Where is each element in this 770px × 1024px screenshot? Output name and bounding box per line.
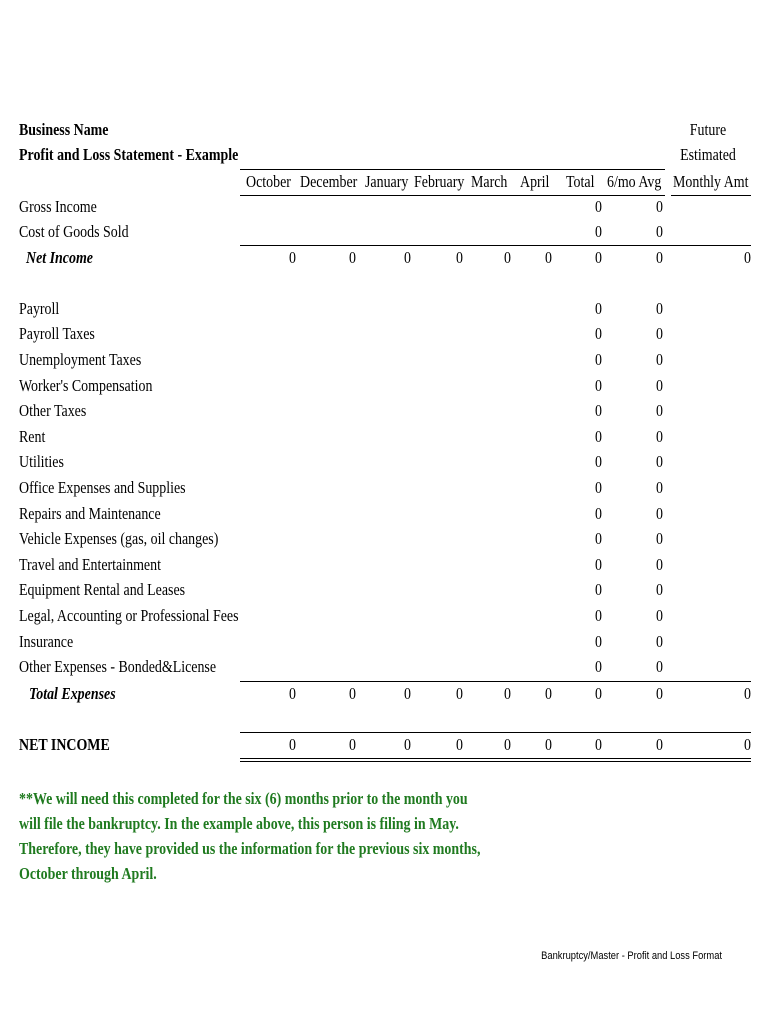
expense-avg: 0 [656, 350, 663, 369]
header-rule [240, 169, 665, 170]
net-income-final-february: 0 [456, 735, 463, 754]
col-header-6mo-avg: 6/mo Avg [607, 172, 662, 191]
expense-avg: 0 [656, 529, 663, 548]
double-underline-bottom [240, 761, 751, 762]
expense-avg: 0 [656, 401, 663, 420]
expense-avg: 0 [656, 478, 663, 497]
total-expenses-october: 0 [289, 684, 296, 703]
col-header-march: March [471, 172, 508, 191]
expense-avg: 0 [656, 452, 663, 471]
double-underline-top [240, 758, 751, 759]
net-income-final-top-rule [240, 732, 751, 733]
net-income-march: 0 [504, 248, 511, 267]
total-expenses-december: 0 [349, 684, 356, 703]
net-income-april: 0 [545, 248, 552, 267]
col-header-february: February [414, 172, 465, 191]
expense-avg: 0 [656, 555, 663, 574]
expense-avg: 0 [656, 299, 663, 318]
gross-income-total: 0 [595, 197, 602, 216]
expense-total: 0 [595, 632, 602, 651]
expense-total: 0 [595, 299, 602, 318]
expense-total: 0 [595, 350, 602, 369]
net-income-final-future: 0 [744, 735, 751, 754]
expense-total: 0 [595, 657, 602, 676]
expense-avg: 0 [656, 376, 663, 395]
row-label-other-taxes: Other Taxes [19, 401, 87, 420]
expense-avg: 0 [656, 606, 663, 625]
row-label-net-income: Net Income [26, 248, 93, 267]
note-line-3: Therefore, they have provided us the information for the previous six months, [19, 839, 481, 858]
future-col-header-line2: Estimated [680, 145, 736, 164]
expense-avg: 0 [656, 632, 663, 651]
net-income-final-avg: 0 [656, 735, 663, 754]
net-income-final-october: 0 [289, 735, 296, 754]
net-income-final-march: 0 [504, 735, 511, 754]
net-income-final-december: 0 [349, 735, 356, 754]
total-expenses-march: 0 [504, 684, 511, 703]
net-income-october: 0 [289, 248, 296, 267]
total-expenses-future: 0 [744, 684, 751, 703]
expense-avg: 0 [656, 504, 663, 523]
total-expenses-total: 0 [595, 684, 602, 703]
expense-total: 0 [595, 555, 602, 574]
net-income-december: 0 [349, 248, 356, 267]
future-col-header-line3: Monthly Amt [673, 172, 749, 191]
footer-caption: Bankruptcy/Master - Profit and Loss Format [541, 950, 722, 962]
col-header-total: Total [566, 172, 595, 191]
cogs-total: 0 [595, 222, 602, 241]
net-income-final-total: 0 [595, 735, 602, 754]
net-income-rule [240, 245, 751, 246]
row-label-office-expenses: Office Expenses and Supplies [19, 478, 186, 497]
row-label-gross-income: Gross Income [19, 197, 97, 216]
row-label-vehicle-expenses: Vehicle Expenses (gas, oil changes) [19, 529, 219, 548]
row-label-insurance: Insurance [19, 632, 74, 651]
total-expenses-rule [240, 681, 751, 682]
net-income-future: 0 [744, 248, 751, 267]
statement-title: Profit and Loss Statement - Example [19, 145, 239, 164]
expense-total: 0 [595, 427, 602, 446]
cogs-avg: 0 [656, 222, 663, 241]
expense-total: 0 [595, 401, 602, 420]
total-expenses-january: 0 [404, 684, 411, 703]
row-label-payroll: Payroll [19, 299, 60, 318]
row-label-payroll-taxes: Payroll Taxes [19, 324, 95, 343]
row-label-travel-entertainment: Travel and Entertainment [19, 555, 161, 574]
total-expenses-february: 0 [456, 684, 463, 703]
expense-total: 0 [595, 606, 602, 625]
future-col-header-line1: Future [689, 120, 727, 139]
expense-avg: 0 [656, 324, 663, 343]
net-income-final-january: 0 [404, 735, 411, 754]
row-label-legal-accounting: Legal, Accounting or Professional Fees [19, 606, 239, 625]
row-label-unemployment-taxes: Unemployment Taxes [19, 350, 142, 369]
note-line-4: October through April. [19, 864, 157, 883]
col-header-january: January [365, 172, 409, 191]
expense-total: 0 [595, 504, 602, 523]
net-income-total: 0 [595, 248, 602, 267]
expense-avg: 0 [656, 580, 663, 599]
expense-total: 0 [595, 580, 602, 599]
business-name: Business Name [19, 120, 109, 139]
row-label-utilities: Utilities [19, 452, 64, 471]
row-label-other-expenses: Other Expenses - Bonded&License [19, 657, 217, 676]
future-header-rule [671, 195, 751, 196]
col-header-april: April [520, 172, 550, 191]
total-expenses-april: 0 [545, 684, 552, 703]
row-label-rent: Rent [19, 427, 46, 446]
expense-total: 0 [595, 478, 602, 497]
net-income-january: 0 [404, 248, 411, 267]
row-label-equipment-rental: Equipment Rental and Leases [19, 580, 186, 599]
row-label-repairs-maintenance: Repairs and Maintenance [19, 504, 161, 523]
expense-avg: 0 [656, 657, 663, 676]
expense-total: 0 [595, 529, 602, 548]
note-line-2: will file the bankruptcy. In the example above, this person is filing in May. [19, 814, 459, 833]
expense-total: 0 [595, 452, 602, 471]
gross-income-avg: 0 [656, 197, 663, 216]
col-header-october: October [246, 172, 291, 191]
total-expenses-avg: 0 [656, 684, 663, 703]
row-label-workers-compensation: Worker's Compensation [19, 376, 153, 395]
row-label-total-expenses: Total Expenses [29, 684, 116, 703]
expense-total: 0 [595, 376, 602, 395]
row-label-net-income-final: NET INCOME [19, 735, 110, 754]
expense-total: 0 [595, 324, 602, 343]
net-income-avg: 0 [656, 248, 663, 267]
row-label-cost-of-goods-sold: Cost of Goods Sold [19, 222, 129, 241]
net-income-final-april: 0 [545, 735, 552, 754]
note-line-1: **We will need this completed for the six (6) months prior to the month you [19, 789, 468, 808]
col-header-december: December [300, 172, 358, 191]
column-header-underline [240, 195, 665, 196]
net-income-february: 0 [456, 248, 463, 267]
expense-avg: 0 [656, 427, 663, 446]
